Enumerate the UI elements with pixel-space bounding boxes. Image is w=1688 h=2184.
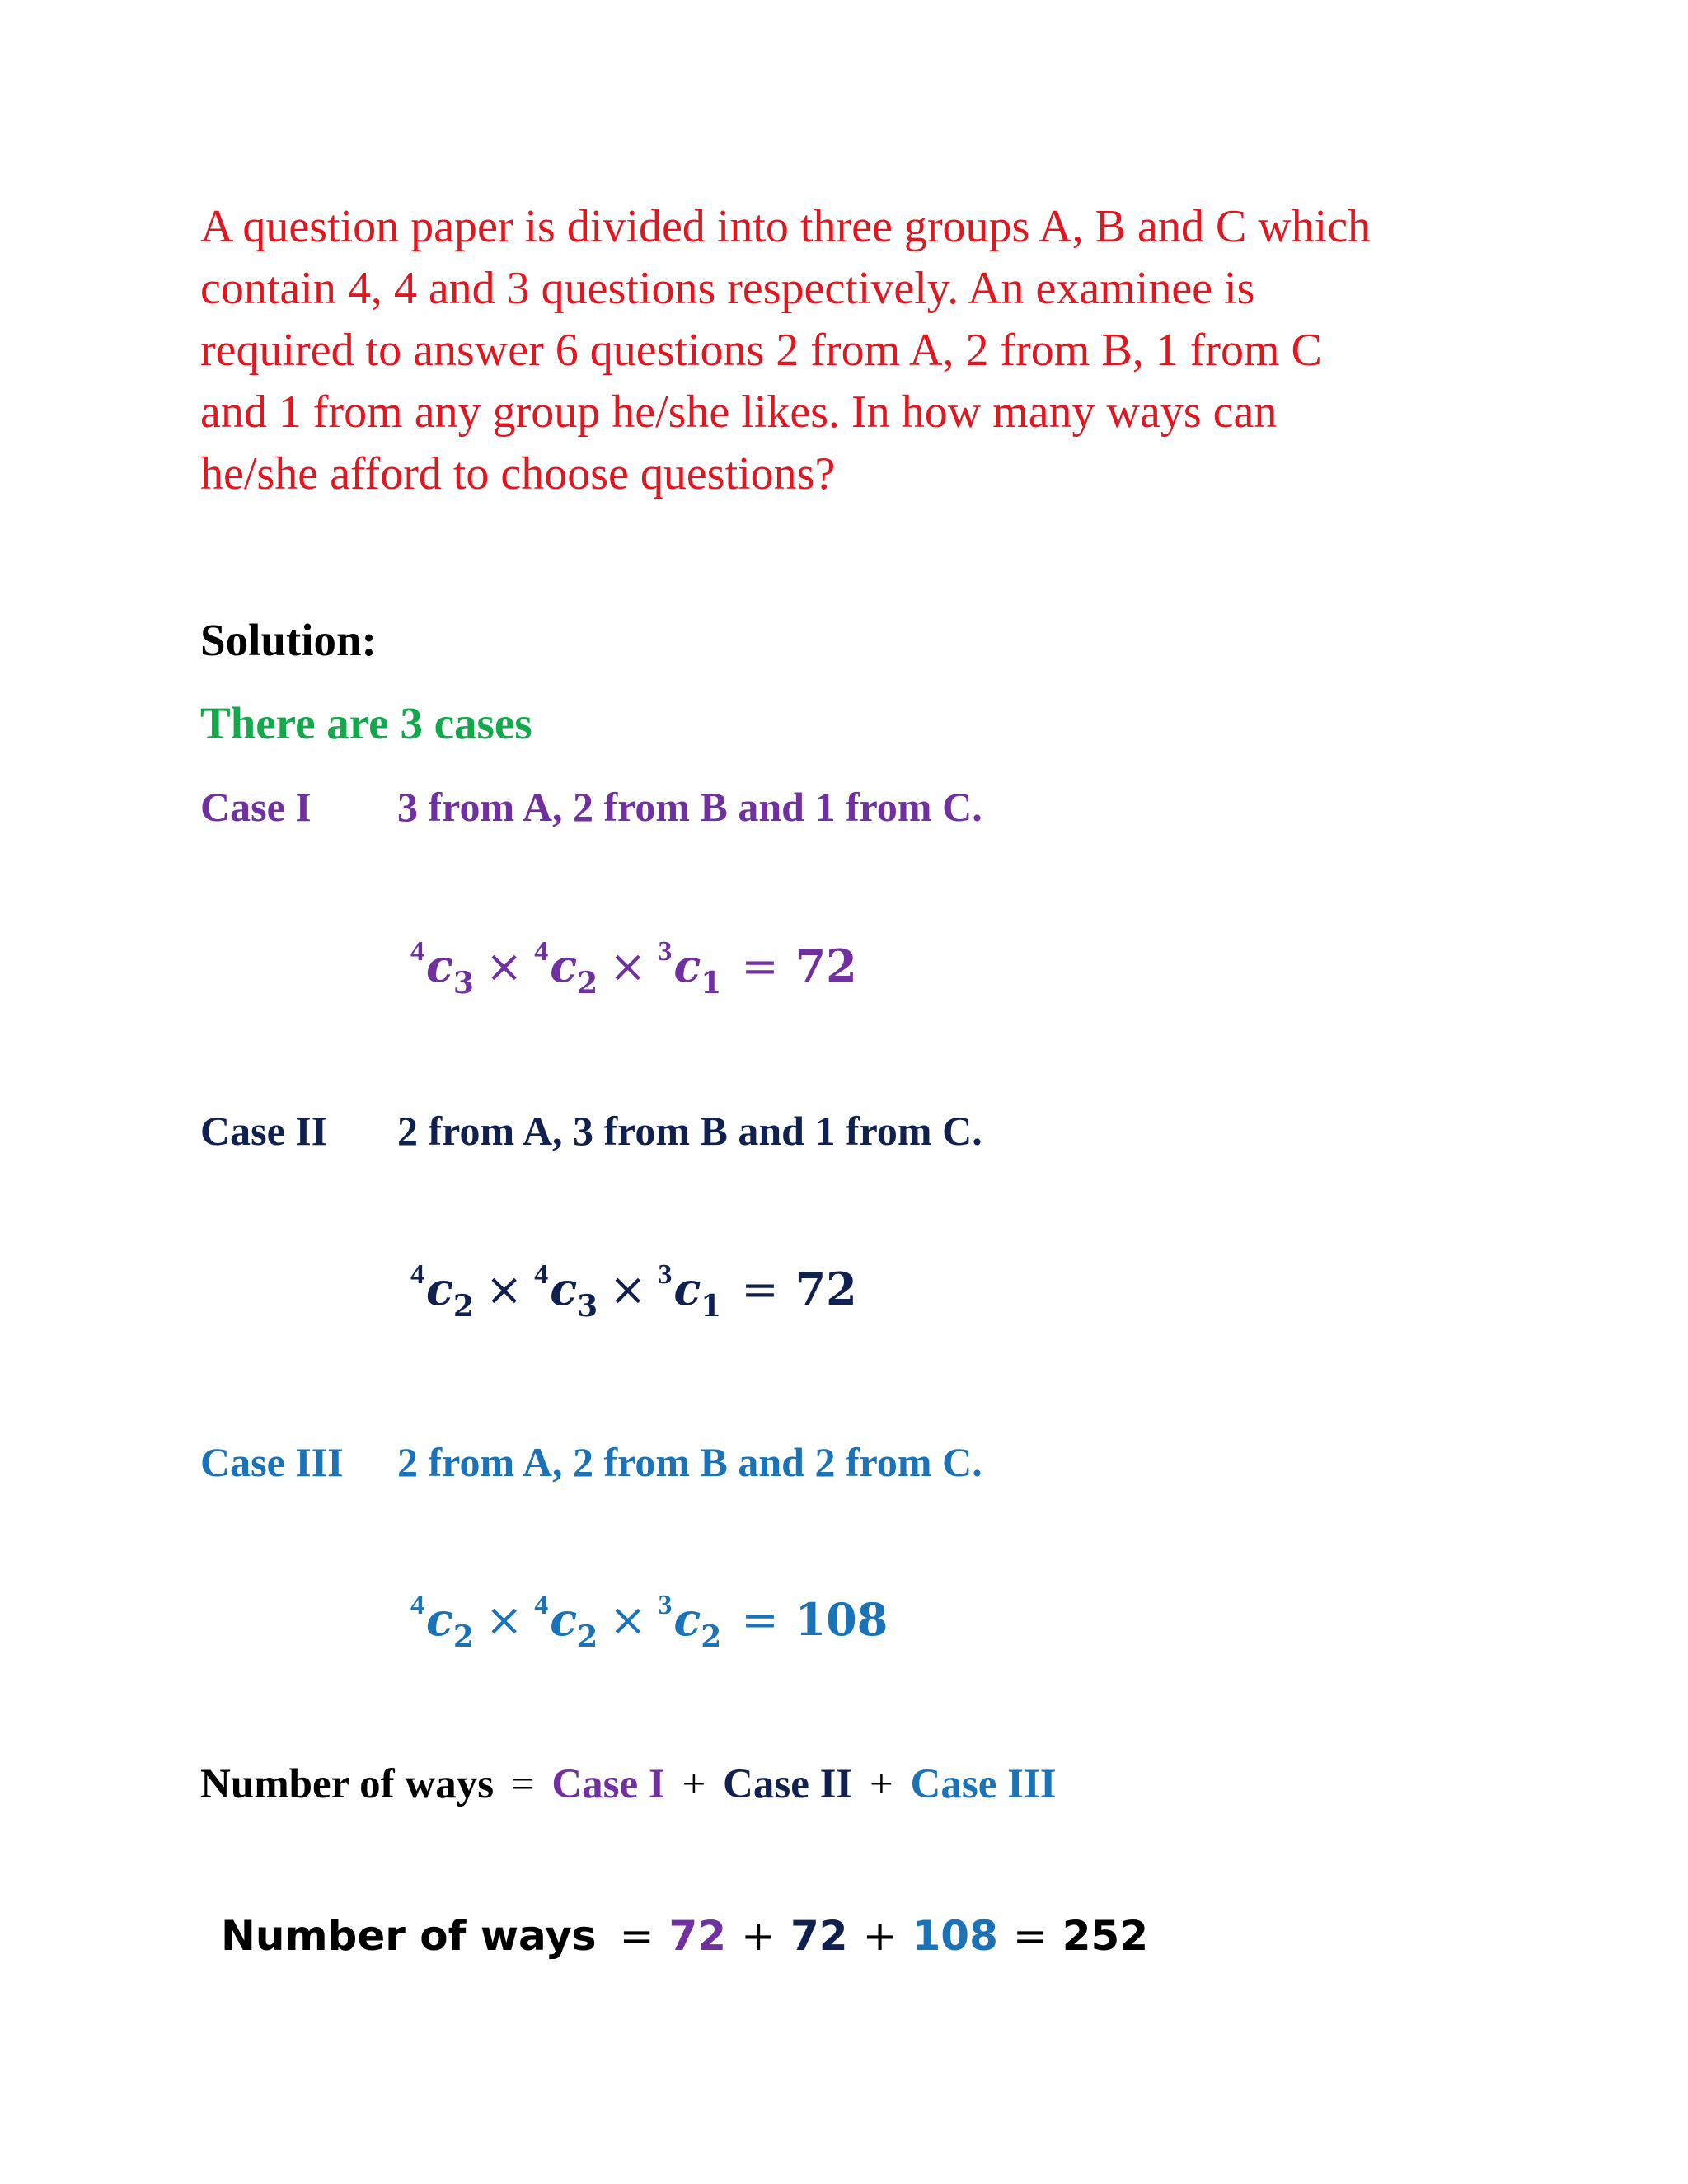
times-sign: × <box>485 1594 523 1646</box>
term-c: c <box>550 1263 578 1315</box>
summary-case-3: Case III <box>910 1761 1057 1807</box>
question-line: required to answer 6 questions 2 from A, 2 from B, 1 from C <box>200 325 1322 376</box>
ways-label: Number of ways <box>221 1912 597 1960</box>
term-c: c <box>673 940 701 992</box>
term-c: c <box>426 1263 453 1315</box>
term-r: 3 <box>577 1289 598 1324</box>
case-3-result: 108 <box>795 1593 889 1646</box>
term-n: 4 <box>534 936 549 967</box>
equals-sign: = <box>741 1594 779 1646</box>
case-2-label: Case II <box>200 1108 328 1154</box>
term-c: c <box>550 940 578 992</box>
summary-case-1: Case I <box>551 1761 665 1807</box>
term-n: 4 <box>410 1590 424 1620</box>
final-total: 252 <box>1062 1912 1149 1960</box>
term-r: 2 <box>577 966 598 1001</box>
term-c: c <box>673 1593 701 1646</box>
term-c: c <box>673 1263 701 1315</box>
times-sign: × <box>485 1263 523 1315</box>
question-line: A question paper is divided into three groups A, B and C which <box>200 201 1372 252</box>
term-r: 1 <box>701 1289 722 1324</box>
term-r: 2 <box>701 1619 722 1654</box>
term-n: 4 <box>534 1259 549 1290</box>
case-3-formula <box>410 1590 889 1654</box>
term-r: 2 <box>452 1619 474 1654</box>
question-line: he/she afford to choose questions? <box>200 448 836 499</box>
term-c: c <box>426 1593 453 1646</box>
case-1-description: 3 from A, 2 from B and 1 from C. <box>397 784 982 830</box>
plus-sign: + <box>870 1761 893 1807</box>
term-n: 3 <box>658 1259 673 1290</box>
times-sign: × <box>609 1263 647 1315</box>
summary-case-2: Case II <box>723 1761 853 1807</box>
ways-label: Number of ways <box>200 1761 495 1807</box>
term-c: c <box>426 940 453 992</box>
final-value-3: 108 <box>912 1912 998 1960</box>
term-n: 3 <box>658 936 673 967</box>
solution-heading: Solution: <box>200 615 377 665</box>
case-1-label: Case I <box>200 784 312 830</box>
term-n: 4 <box>410 936 424 967</box>
equals-sign: = <box>741 1263 779 1315</box>
case-2-description: 2 from A, 3 from B and 1 from C. <box>397 1108 982 1154</box>
case-1-formula <box>410 936 857 1001</box>
question-text <box>200 196 1552 505</box>
equals-sign: = <box>510 1761 535 1807</box>
case-3-label: Case III <box>200 1439 344 1485</box>
final-value-2: 72 <box>790 1912 848 1960</box>
times-sign: × <box>609 940 647 992</box>
term-r: 2 <box>452 1289 474 1324</box>
times-sign: × <box>485 940 523 992</box>
term-n: 3 <box>658 1590 673 1620</box>
term-n: 4 <box>410 1259 424 1290</box>
case-3-description: 2 from A, 2 from B and 2 from C. <box>397 1439 982 1485</box>
case-2-formula <box>410 1259 857 1324</box>
equals-sign: = <box>619 1912 654 1960</box>
times-sign: × <box>609 1594 647 1646</box>
ways-summary <box>200 1760 1057 1808</box>
plus-sign: + <box>741 1912 776 1960</box>
plus-sign: + <box>682 1761 706 1807</box>
question-line: and 1 from any group he/she likes. In how many ways can <box>200 387 1278 438</box>
term-r: 3 <box>452 966 474 1001</box>
case-1-result: 72 <box>795 940 857 992</box>
term-c: c <box>550 1593 578 1646</box>
equals-sign: = <box>1012 1912 1048 1960</box>
equals-sign: = <box>741 940 779 992</box>
question-line: contain 4, 4 and 3 questions respectively. An examinee is <box>200 263 1255 314</box>
final-value-1: 72 <box>668 1912 727 1960</box>
cases-intro: There are 3 cases <box>200 698 532 748</box>
term-n: 4 <box>534 1590 549 1620</box>
ways-final <box>221 1912 1148 1960</box>
term-r: 1 <box>701 966 722 1001</box>
case-2-result: 72 <box>795 1263 857 1315</box>
plus-sign: + <box>862 1912 898 1960</box>
term-r: 2 <box>577 1619 598 1654</box>
